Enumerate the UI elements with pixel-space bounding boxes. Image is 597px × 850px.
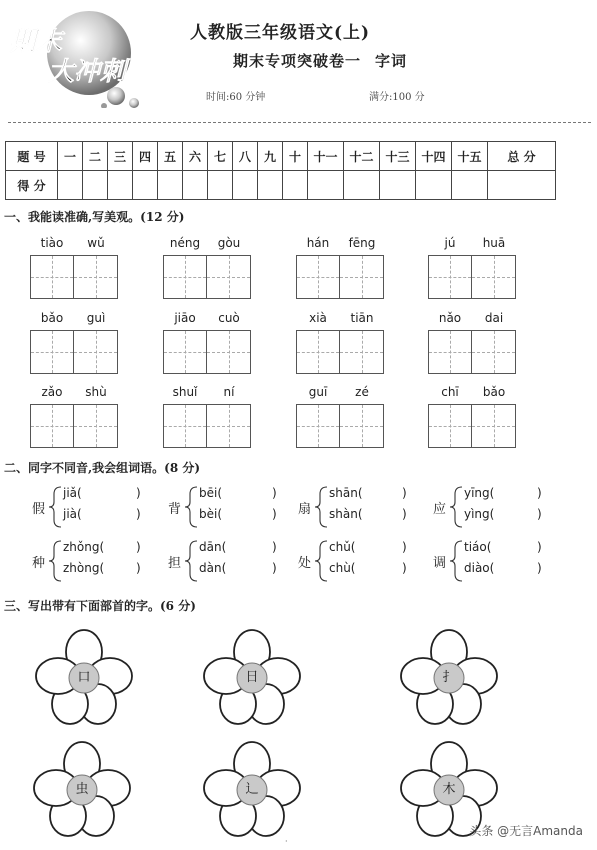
score-header-cell: 题 号: [6, 142, 58, 171]
polyphone-char: 种: [32, 556, 46, 571]
writing-box: [296, 330, 384, 374]
pinyin-option: jiǎ(: [63, 486, 82, 500]
score-cell[interactable]: [58, 171, 83, 200]
tian-grid-cell[interactable]: [163, 404, 207, 448]
pinyin-line: [163, 236, 251, 255]
pinyin-syllable: néng: [169, 236, 201, 250]
pinyin-syllable: wǔ: [87, 236, 105, 250]
time-limit: 时间:60 分钟: [206, 92, 266, 103]
score-header-cell: 三: [108, 142, 133, 171]
word-item: [296, 236, 384, 299]
tian-grid-cell[interactable]: [428, 255, 472, 299]
tian-grid-cell[interactable]: [428, 404, 472, 448]
answer-blank[interactable]: ): [402, 540, 407, 554]
page-title: 人教版三年级语文(上): [190, 23, 371, 43]
answer-blank[interactable]: ): [272, 486, 277, 500]
polyphone-char: 假: [32, 502, 46, 517]
pinyin-option: shān(: [329, 486, 363, 500]
pinyin-syllable: dai: [484, 311, 504, 325]
writing-box: [428, 255, 516, 299]
pinyin-option: zhòng(: [63, 561, 105, 575]
pinyin-syllable: bǎo: [40, 311, 64, 325]
polyphone-char: 扇: [298, 502, 312, 517]
score-cell[interactable]: [183, 171, 208, 200]
tian-grid-cell[interactable]: [340, 330, 384, 374]
pinyin-syllable: nǎo: [438, 311, 462, 325]
pinyin-option: tiáo(: [464, 540, 492, 554]
tian-grid-cell[interactable]: [472, 404, 516, 448]
tian-grid-cell[interactable]: [207, 330, 251, 374]
tian-grid-cell[interactable]: [30, 255, 74, 299]
pinyin-line: [296, 311, 384, 330]
radical-label: 日: [245, 670, 259, 685]
pinyin-syllable: bǎo: [482, 385, 506, 399]
score-header-cell: 十一: [308, 142, 344, 171]
section1-title: 一、我能读准确,写美观。(12 分): [4, 210, 185, 224]
pinyin-syllable: jú: [444, 236, 456, 250]
score-header-cell: 总 分: [488, 142, 556, 171]
logo-text-1: 期末: [10, 27, 63, 57]
pinyin-syllable: shuǐ: [172, 385, 198, 399]
score-cell[interactable]: [416, 171, 452, 200]
writing-box: [296, 255, 384, 299]
answer-blank[interactable]: ): [537, 507, 542, 521]
pinyin-syllable: xià: [309, 311, 327, 325]
tian-grid-cell[interactable]: [30, 330, 74, 374]
radical-flower: [202, 628, 302, 728]
score-cell[interactable]: [233, 171, 258, 200]
full-score: 满分:100 分: [369, 92, 425, 103]
pinyin-syllable: shù: [85, 385, 107, 399]
pinyin-syllable: tiào: [40, 236, 64, 250]
word-item: [30, 236, 118, 299]
pinyin-syllable: fēng: [348, 236, 376, 250]
score-cell[interactable]: [488, 171, 556, 200]
logo: [4, 8, 154, 108]
pinyin-line: [163, 385, 251, 404]
radical-flower: [34, 628, 134, 728]
answer-blank[interactable]: ): [272, 561, 277, 575]
pinyin-syllable: guì: [86, 311, 106, 325]
page-mark: ·: [285, 837, 288, 846]
page-subtitle: [233, 50, 407, 71]
pinyin-syllable: guī: [308, 385, 328, 399]
tian-grid-cell[interactable]: [163, 255, 207, 299]
tian-grid-cell[interactable]: [340, 255, 384, 299]
pinyin-line: [30, 385, 118, 404]
tian-grid-cell[interactable]: [296, 255, 340, 299]
polyphone-char: 应: [433, 502, 447, 517]
radical-flower: [202, 740, 302, 840]
word-item: [296, 385, 384, 448]
answer-blank[interactable]: ): [136, 540, 141, 554]
section2-title: 二、同字不同音,我会组词语。(8 分): [4, 461, 201, 475]
word-item: [30, 385, 118, 448]
score-header-cell: 十五: [452, 142, 488, 171]
score-cell[interactable]: [380, 171, 416, 200]
radical-label: 辶: [245, 782, 259, 797]
answer-blank[interactable]: ): [272, 507, 277, 521]
score-header-cell: 十三: [380, 142, 416, 171]
polyphone-char: 调: [433, 556, 447, 571]
pinyin-line: [163, 311, 251, 330]
answer-blank[interactable]: ): [402, 507, 407, 521]
score-header-cell: 四: [133, 142, 158, 171]
polyphone-char: 背: [168, 502, 182, 517]
pinyin-syllable: tiān: [350, 311, 374, 325]
score-header-cell: 十二: [344, 142, 380, 171]
writing-box: [30, 404, 118, 448]
score-table: [5, 141, 556, 200]
pinyin-line: [30, 311, 118, 330]
answer-blank[interactable]: ): [537, 486, 542, 500]
word-item: [428, 311, 516, 374]
answer-blank[interactable]: ): [136, 486, 141, 500]
pinyin-line: [428, 311, 516, 330]
answer-blank[interactable]: ): [136, 507, 141, 521]
tian-grid-cell[interactable]: [340, 404, 384, 448]
tian-grid-cell[interactable]: [163, 330, 207, 374]
polyphone-char: 担: [168, 556, 182, 571]
score-cell[interactable]: [108, 171, 133, 200]
cut-line: [8, 122, 591, 123]
pinyin-option: zhǒng(: [63, 540, 105, 554]
answer-blank[interactable]: ): [136, 561, 141, 575]
radical-label: 虫: [75, 782, 89, 797]
pinyin-option: shàn(: [329, 507, 363, 521]
score-cell[interactable]: [83, 171, 108, 200]
score-header-cell: 六: [183, 142, 208, 171]
tian-grid-cell[interactable]: [472, 255, 516, 299]
pinyin-syllable: cuò: [218, 311, 240, 325]
answer-blank[interactable]: ): [537, 561, 542, 575]
tian-grid-cell[interactable]: [207, 255, 251, 299]
pinyin-line: [428, 385, 516, 404]
score-cell[interactable]: [283, 171, 308, 200]
pinyin-syllable: zé: [355, 385, 369, 399]
tian-grid-cell[interactable]: [207, 404, 251, 448]
pinyin-syllable: zǎo: [41, 385, 63, 399]
pinyin-option: bēi(: [199, 486, 223, 500]
pinyin-syllable: jiāo: [174, 311, 196, 325]
tian-grid-cell[interactable]: [428, 330, 472, 374]
section3-title: 三、写出带有下面部首的字。(6 分): [4, 599, 196, 613]
tian-grid-cell[interactable]: [296, 330, 340, 374]
pinyin-line: [296, 236, 384, 255]
polyphone-char: 处: [298, 556, 312, 571]
pinyin-line: [30, 236, 118, 255]
tian-grid-cell[interactable]: [74, 404, 118, 448]
radical-label: 口: [77, 670, 91, 685]
score-cell[interactable]: [208, 171, 233, 200]
score-header-cell: 五: [158, 142, 183, 171]
answer-blank[interactable]: ): [537, 540, 542, 554]
word-item: [296, 311, 384, 374]
pinyin-syllable: ní: [223, 385, 235, 399]
score-cell[interactable]: [158, 171, 183, 200]
word-item: [163, 385, 251, 448]
watermark: 头条 @无言Amanda: [469, 824, 583, 838]
score-header-cell: 十四: [416, 142, 452, 171]
word-item: [163, 236, 251, 299]
score-cell[interactable]: [452, 171, 488, 200]
tian-grid-cell[interactable]: [74, 330, 118, 374]
score-cell[interactable]: [344, 171, 380, 200]
pinyin-option: bèi(: [199, 507, 223, 521]
writing-box: [163, 404, 251, 448]
pinyin-option: jià(: [63, 507, 82, 521]
pinyin-syllable: chī: [441, 385, 459, 399]
subtitle-left: 期末专项突破卷一: [233, 52, 362, 70]
word-item: [428, 385, 516, 448]
score-cell[interactable]: [308, 171, 344, 200]
logo-graphic: [4, 8, 154, 108]
pinyin-syllable: huā: [482, 236, 506, 250]
pinyin-line: [428, 236, 516, 255]
writing-box: [296, 404, 384, 448]
word-item: [30, 311, 118, 374]
pinyin-option: chù(: [329, 561, 356, 575]
pinyin-syllable: hán: [306, 236, 330, 250]
radical-flower: [32, 740, 132, 840]
radical-label: 木: [442, 782, 456, 797]
tian-grid-cell[interactable]: [74, 255, 118, 299]
subtitle-right: 字词: [375, 52, 408, 70]
pinyin-syllable: gòu: [217, 236, 241, 250]
writing-box: [30, 255, 118, 299]
writing-box: [163, 330, 251, 374]
score-header-cell: 十: [283, 142, 308, 171]
pinyin-option: yìng(: [464, 507, 495, 521]
score-header-cell: 二: [83, 142, 108, 171]
logo-text-2: 大冲刺: [48, 57, 127, 87]
word-item: [163, 311, 251, 374]
score-header-cell: 七: [208, 142, 233, 171]
pinyin-line: [296, 385, 384, 404]
pinyin-option: dàn(: [199, 561, 227, 575]
score-table-header-row: [6, 142, 556, 171]
writing-box: [428, 404, 516, 448]
score-table-score-row: [6, 171, 556, 200]
score-cell[interactable]: [258, 171, 283, 200]
pinyin-option: yīng(: [464, 486, 495, 500]
radical-label: 扌: [442, 670, 456, 685]
tian-grid-cell[interactable]: [296, 404, 340, 448]
writing-box: [30, 330, 118, 374]
tian-grid-cell[interactable]: [30, 404, 74, 448]
writing-box: [163, 255, 251, 299]
pinyin-option: diào(: [464, 561, 495, 575]
word-item: [428, 236, 516, 299]
score-header-cell: 一: [58, 142, 83, 171]
pinyin-option: chǔ(: [329, 540, 356, 554]
score-header-cell: 八: [233, 142, 258, 171]
answer-blank[interactable]: ): [402, 561, 407, 575]
answer-blank[interactable]: ): [272, 540, 277, 554]
radical-flower: [399, 628, 499, 728]
tian-grid-cell[interactable]: [472, 330, 516, 374]
score-row-label: 得 分: [6, 171, 58, 200]
pinyin-option: dān(: [199, 540, 227, 554]
writing-box: [428, 330, 516, 374]
score-cell[interactable]: [133, 171, 158, 200]
score-header-cell: 九: [258, 142, 283, 171]
answer-blank[interactable]: ): [402, 486, 407, 500]
